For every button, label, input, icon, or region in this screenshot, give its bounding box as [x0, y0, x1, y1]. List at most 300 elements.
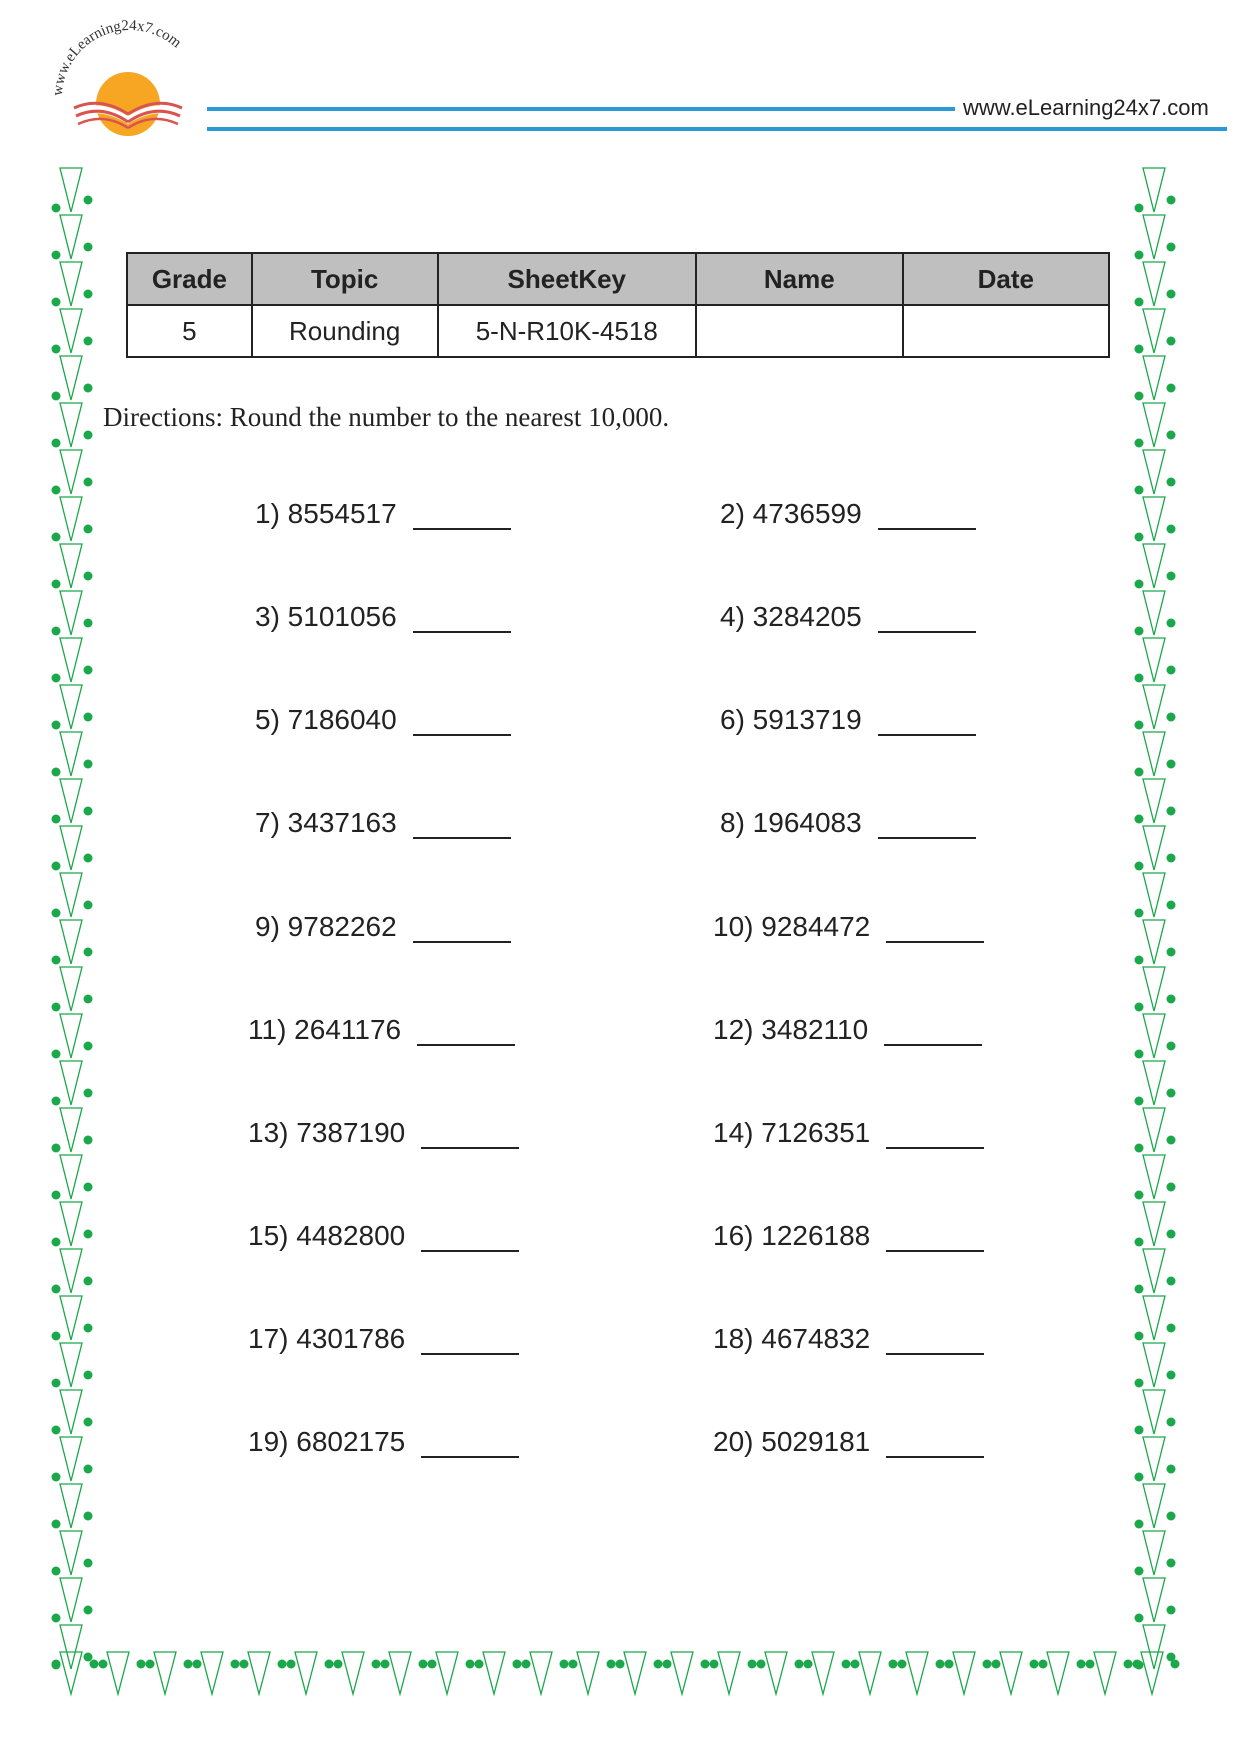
border-triangle [1143, 1343, 1165, 1387]
border-dot [654, 1660, 663, 1669]
border-dot [52, 721, 61, 730]
border-dot [1135, 1567, 1144, 1576]
border-triangle [60, 1202, 82, 1246]
border-dot [52, 862, 61, 871]
border-triangle [1143, 1155, 1165, 1199]
border-triangle [60, 403, 82, 447]
sheetkey-value: 5-N-R10K-4518 [438, 305, 696, 357]
border-triangle [1143, 356, 1165, 400]
border-triangle [1143, 168, 1165, 212]
problem-item [248, 1006, 515, 1046]
border-triangle [60, 967, 82, 1011]
border-triangle [60, 920, 82, 964]
border-triangle [1143, 1484, 1165, 1528]
border-triangle [1143, 967, 1165, 1011]
border-triangle [60, 1578, 82, 1622]
border-dot [84, 478, 93, 487]
topic-header: Topic [252, 253, 438, 305]
border-dot [84, 901, 93, 910]
border-dot [851, 1660, 860, 1669]
border-dot [1135, 439, 1144, 448]
border-dot [560, 1660, 569, 1669]
border-dot [231, 1660, 240, 1669]
border-dot [1135, 1097, 1144, 1106]
border-dot [84, 525, 93, 534]
border-triangle [60, 497, 82, 541]
border-dot [52, 1379, 61, 1388]
date-field[interactable] [903, 305, 1109, 357]
answer-blank[interactable] [878, 807, 976, 839]
border-dot [1167, 1183, 1176, 1192]
border-dot [1135, 533, 1144, 542]
border-dot [1167, 1324, 1176, 1333]
border-triangle [60, 1390, 82, 1434]
border-dot [945, 1660, 954, 1669]
border-dot [1167, 1230, 1176, 1239]
border-dot [1135, 956, 1144, 965]
border-dot [52, 1332, 61, 1341]
border-dot [84, 1089, 93, 1098]
problem-number: 16) 1226188 [713, 1220, 871, 1251]
problem-number: 11) 2641176 [248, 1014, 402, 1045]
border-triangle [60, 215, 82, 259]
border-dot [1167, 525, 1176, 534]
answer-blank[interactable] [421, 1220, 519, 1252]
border-triangle [1143, 1014, 1165, 1058]
border-triangle [1143, 497, 1165, 541]
border-dot [701, 1660, 710, 1669]
border-triangle [60, 1437, 82, 1481]
border-dot [1135, 486, 1144, 495]
border-dot [52, 768, 61, 777]
border-dot [842, 1660, 851, 1669]
problem-item [255, 593, 511, 633]
border-triangle [1143, 309, 1165, 353]
border-dot [1167, 854, 1176, 863]
border-triangle [1143, 1390, 1165, 1434]
problem-number: 12) 3482110 [713, 1014, 869, 1045]
border-dot [1135, 1238, 1144, 1247]
problem-number: 18) 4674832 [713, 1323, 871, 1354]
border-dot [1135, 1332, 1144, 1341]
border-triangle [1143, 1108, 1165, 1152]
border-triangle [1143, 450, 1165, 494]
border-dot [278, 1660, 287, 1669]
answer-blank[interactable] [884, 1014, 982, 1046]
border-dot [146, 1660, 155, 1669]
border-dot [1167, 995, 1176, 1004]
border-dot [84, 1042, 93, 1051]
border-dot [1167, 431, 1176, 440]
border-dot [1167, 1559, 1176, 1568]
border-triangle [60, 685, 82, 729]
border-triangle [154, 1652, 176, 1694]
border-triangle [60, 168, 82, 212]
border-dot [992, 1660, 1001, 1669]
border-triangle [107, 1652, 129, 1694]
problem-number: 17) 4301786 [248, 1323, 406, 1354]
border-dot [52, 1520, 61, 1529]
border-dot [84, 807, 93, 816]
border-dot [84, 1559, 93, 1568]
problem-number: 13) 7387190 [248, 1117, 406, 1148]
border-dot [84, 948, 93, 957]
border-dot [1135, 1285, 1144, 1294]
problem-number: 20) 5029181 [713, 1426, 871, 1457]
problem-item [713, 1109, 984, 1149]
border-dot [1167, 666, 1176, 675]
logo-text: www.eLearning24x7.com [49, 20, 185, 97]
border-dot [1135, 862, 1144, 871]
border-dot [1167, 572, 1176, 581]
border-dot [52, 674, 61, 683]
border-dot [898, 1660, 907, 1669]
border-dot [466, 1660, 475, 1669]
border-dot [1135, 815, 1144, 824]
border-triangle [718, 1652, 740, 1694]
border-triangle [1143, 215, 1165, 259]
border-dot [1167, 1371, 1176, 1380]
problem-number: 6) 5913719 [720, 704, 862, 735]
problem-item [248, 1212, 519, 1252]
border-dot [52, 1144, 61, 1153]
problem-number: 15) 4482800 [248, 1220, 406, 1251]
border-triangle [201, 1652, 223, 1694]
border-dot [52, 1003, 61, 1012]
border-triangle [1143, 920, 1165, 964]
border-dot [84, 1653, 93, 1662]
border-dot [1167, 290, 1176, 299]
border-dot [1167, 337, 1176, 346]
border-triangle [1143, 873, 1165, 917]
border-dot [1167, 1089, 1176, 1098]
border-dot [52, 298, 61, 307]
name-header: Name [696, 253, 903, 305]
sheetkey-header: SheetKey [438, 253, 696, 305]
border-dot [84, 384, 93, 393]
border-triangle [60, 1108, 82, 1152]
border-dot [1167, 196, 1176, 205]
border-dot [795, 1660, 804, 1669]
border-dot [99, 1660, 108, 1669]
border-dot [1133, 1660, 1142, 1669]
problem-number: 1) 8554517 [255, 498, 397, 529]
border-dot [240, 1660, 249, 1669]
border-triangle [1143, 826, 1165, 870]
border-triangle [1143, 403, 1165, 447]
border-dot [52, 1660, 61, 1669]
problem-item [713, 1418, 984, 1458]
grade-value: 5 [127, 305, 252, 357]
border-dot [1135, 1426, 1144, 1435]
border-dot [52, 1567, 61, 1576]
problem-item [720, 490, 976, 530]
border-dot [1135, 345, 1144, 354]
answer-blank[interactable] [886, 1220, 984, 1252]
border-dot [1167, 1512, 1176, 1521]
border-dot [710, 1660, 719, 1669]
border-dot [804, 1660, 813, 1669]
answer-blank[interactable] [886, 911, 984, 943]
border-dot [1167, 384, 1176, 393]
border-dot [1135, 674, 1144, 683]
border-triangle [1143, 544, 1165, 588]
name-field[interactable] [696, 305, 903, 357]
border-dot [663, 1660, 672, 1669]
border-dot [84, 713, 93, 722]
info-table-header-row [127, 253, 1109, 305]
border-dot [193, 1660, 202, 1669]
border-dot [52, 1285, 61, 1294]
border-dot [52, 909, 61, 918]
date-header: Date [903, 253, 1109, 305]
border-dot [52, 1473, 61, 1482]
border-dot [84, 196, 93, 205]
border-triangle [60, 262, 82, 306]
border-dot [52, 1614, 61, 1623]
border-dot [757, 1660, 766, 1669]
border-triangle [60, 356, 82, 400]
border-dot [1135, 392, 1144, 401]
border-dot [84, 666, 93, 675]
problem-number: 2) 4736599 [720, 498, 862, 529]
border-triangle [1143, 1061, 1165, 1105]
border-dot [1135, 1144, 1144, 1153]
border-dot [52, 815, 61, 824]
border-triangle [1143, 1531, 1165, 1575]
border-dot [1135, 1050, 1144, 1059]
border-triangle [1143, 591, 1165, 635]
border-dot [84, 1465, 93, 1474]
border-triangle [1141, 1652, 1163, 1694]
border-dot [84, 854, 93, 863]
border-triangle [60, 779, 82, 823]
border-triangle [60, 873, 82, 917]
border-dot [1135, 768, 1144, 777]
answer-blank[interactable] [421, 1426, 519, 1458]
problem-number: 7) 3437163 [255, 807, 397, 838]
border-dot [1167, 1418, 1176, 1427]
answer-blank[interactable] [413, 498, 511, 530]
border-dot [1135, 909, 1144, 918]
border-dot [52, 345, 61, 354]
problem-number: 10) 9284472 [713, 911, 871, 942]
border-dot [52, 1191, 61, 1200]
border-triangle [577, 1652, 599, 1694]
border-triangle [1143, 1437, 1165, 1481]
border-dot [52, 251, 61, 260]
border-dot [52, 204, 61, 213]
border-triangle [295, 1652, 317, 1694]
border-dot [1167, 760, 1176, 769]
site-url: www.eLearning24x7.com [963, 95, 1209, 120]
problem-item [720, 696, 976, 736]
border-dot [84, 572, 93, 581]
answer-blank[interactable] [413, 911, 511, 943]
border-dot [1167, 619, 1176, 628]
border-triangle [1143, 638, 1165, 682]
info-table-value-row [127, 305, 1109, 357]
border-triangle [1143, 262, 1165, 306]
problem-number: 4) 3284205 [720, 601, 862, 632]
border-triangle [624, 1652, 646, 1694]
border-dot [419, 1660, 428, 1669]
border-triangle [60, 1296, 82, 1340]
border-triangle [60, 1531, 82, 1575]
border-dot [84, 1512, 93, 1521]
border-triangle [60, 591, 82, 635]
border-dot [1135, 580, 1144, 589]
border-triangle [1047, 1652, 1069, 1694]
problem-item [720, 799, 976, 839]
border-triangle [60, 638, 82, 682]
border-dot [325, 1660, 334, 1669]
border-dot [84, 1277, 93, 1286]
border-triangle [671, 1652, 693, 1694]
problem-item [713, 1006, 982, 1046]
answer-blank[interactable] [421, 1323, 519, 1355]
topic-value: Rounding [252, 305, 438, 357]
border-triangle [812, 1652, 834, 1694]
border-dot [1135, 1191, 1144, 1200]
border-triangle [1143, 1249, 1165, 1293]
border-triangle [60, 450, 82, 494]
border-dot [1167, 1042, 1176, 1051]
border-dot [52, 439, 61, 448]
border-dot [52, 486, 61, 495]
border-dot [1167, 948, 1176, 957]
border-dot [983, 1660, 992, 1669]
answer-blank[interactable] [413, 601, 511, 633]
directions-text: Directions: Round the number to the nearest 10,000. [103, 402, 670, 432]
border-dot [1135, 298, 1144, 307]
border-triangle [483, 1652, 505, 1694]
border-dot [1167, 1136, 1176, 1145]
border-dot [1039, 1660, 1048, 1669]
border-dot [1135, 1614, 1144, 1623]
border-dot [84, 995, 93, 1004]
border-triangle [60, 309, 82, 353]
border-triangle [1143, 1625, 1165, 1669]
border-dot [90, 1660, 99, 1669]
border-dot [1135, 1379, 1144, 1388]
border-dot [84, 1371, 93, 1380]
border-triangle [859, 1652, 881, 1694]
border-dot [52, 1426, 61, 1435]
problem-number: 5) 7186040 [255, 704, 397, 735]
answer-blank[interactable] [413, 704, 511, 736]
problem-item [255, 490, 511, 530]
border-dot [52, 1050, 61, 1059]
border-dot [607, 1660, 616, 1669]
problem-item [713, 1212, 984, 1252]
border-dot [889, 1660, 898, 1669]
problem-item [255, 696, 511, 736]
border-dot [84, 337, 93, 346]
border-dot [1135, 721, 1144, 730]
border-triangle [248, 1652, 270, 1694]
problem-number: 9) 9782262 [255, 911, 397, 942]
border-dot [1124, 1660, 1133, 1669]
answer-blank[interactable] [886, 1117, 984, 1149]
border-dot [513, 1660, 522, 1669]
border-dot [84, 243, 93, 252]
problem-number: 8) 1964083 [720, 807, 862, 838]
border-dot [52, 392, 61, 401]
border-triangle [60, 1652, 82, 1694]
border-dot [84, 290, 93, 299]
problem-number: 19) 6802175 [248, 1426, 406, 1457]
border-triangle [1143, 779, 1165, 823]
border-dot [1167, 1277, 1176, 1286]
border-dot [84, 1230, 93, 1239]
border-dot [52, 1238, 61, 1247]
info-table [126, 252, 1110, 358]
border-dot [616, 1660, 625, 1669]
border-dot [1167, 901, 1176, 910]
border-dot [1167, 478, 1176, 487]
border-dot [1135, 627, 1144, 636]
answer-blank[interactable] [878, 704, 976, 736]
border-dot [1167, 1606, 1176, 1615]
border-triangle [60, 1343, 82, 1387]
border-dot [372, 1660, 381, 1669]
problem-item [248, 1315, 519, 1355]
border-dot [1030, 1660, 1039, 1669]
border-dot [1135, 1520, 1144, 1529]
problem-number: 3) 5101056 [255, 601, 397, 632]
border-triangle [60, 1061, 82, 1105]
border-triangle [1143, 1578, 1165, 1622]
border-dot [84, 1418, 93, 1427]
border-triangle [1000, 1652, 1022, 1694]
problem-item [248, 1109, 519, 1149]
border-dot [1135, 251, 1144, 260]
border-triangle [1143, 1296, 1165, 1340]
answer-blank[interactable] [886, 1323, 984, 1355]
border-triangle [765, 1652, 787, 1694]
border-dot [287, 1660, 296, 1669]
problem-item [248, 1418, 519, 1458]
problem-item [713, 1315, 984, 1355]
border-triangle [60, 1484, 82, 1528]
border-dot [1167, 1465, 1176, 1474]
problem-item [255, 799, 511, 839]
answer-blank[interactable] [878, 498, 976, 530]
border-dot [1167, 713, 1176, 722]
answer-blank[interactable] [417, 1014, 515, 1046]
border-dot [936, 1660, 945, 1669]
answer-blank[interactable] [878, 601, 976, 633]
problem-item [255, 903, 511, 943]
border-dot [1171, 1660, 1180, 1669]
border-triangle [436, 1652, 458, 1694]
border-dot [52, 580, 61, 589]
border-dot [84, 1183, 93, 1192]
border-dot [52, 627, 61, 636]
border-dot [1135, 1003, 1144, 1012]
border-dot [1077, 1660, 1086, 1669]
border-triangle [389, 1652, 411, 1694]
answer-blank[interactable] [421, 1117, 519, 1149]
border-dot [84, 1606, 93, 1615]
answer-blank[interactable] [413, 807, 511, 839]
answer-blank[interactable] [886, 1426, 984, 1458]
border-dot [748, 1660, 757, 1669]
problem-item [713, 903, 984, 943]
border-dot [475, 1660, 484, 1669]
border-dot [52, 1097, 61, 1106]
